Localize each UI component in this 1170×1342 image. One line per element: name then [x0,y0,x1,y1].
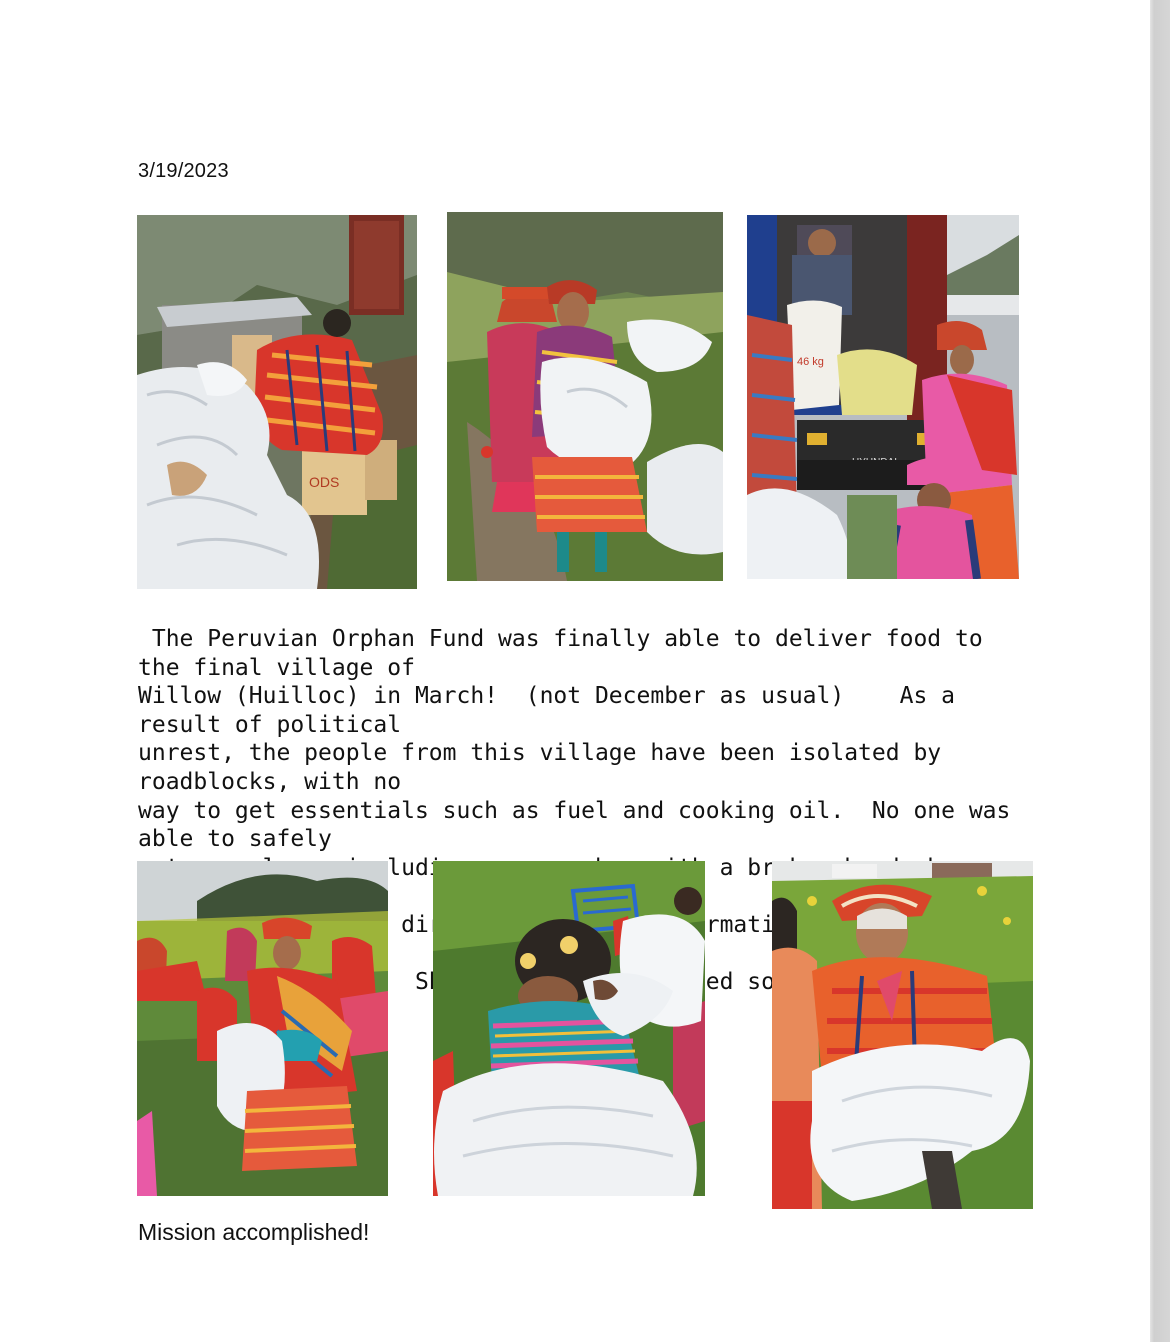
photo-woman-smiling-with-bag [447,212,723,581]
body-line: information [650,911,803,938]
body-line: including a [345,854,734,881]
photo-packing-bags [137,215,417,589]
body-line: so [747,969,775,996]
body-line: Willow (Huilloc) in March! (not December as usual) As a result of political [138,683,969,738]
box-label-text: ODS [309,474,340,490]
photo-elderly-woman-with-bag [772,861,1033,1209]
sack-label-text: 46 kg [797,356,824,368]
photo-woman-hugging-bag [433,861,705,1196]
scroll-gutter[interactable] [1150,0,1170,1342]
closing-line: Mission accomplished! [138,1219,370,1245]
body-line: way to get essentials such as fuel and cooking oil. No one was able to safely [138,797,1025,853]
document-date: 3/19/2023 [138,160,229,182]
photo-women-on-hillside [137,861,388,1196]
body-line: The Peruvian Orphan Fund was finally able to deliver food to the final village of [138,626,997,681]
body-line: unrest, the people from this village have been isolated by roadblocks, with no [138,740,955,795]
photo-truck-unloading [747,215,1019,579]
